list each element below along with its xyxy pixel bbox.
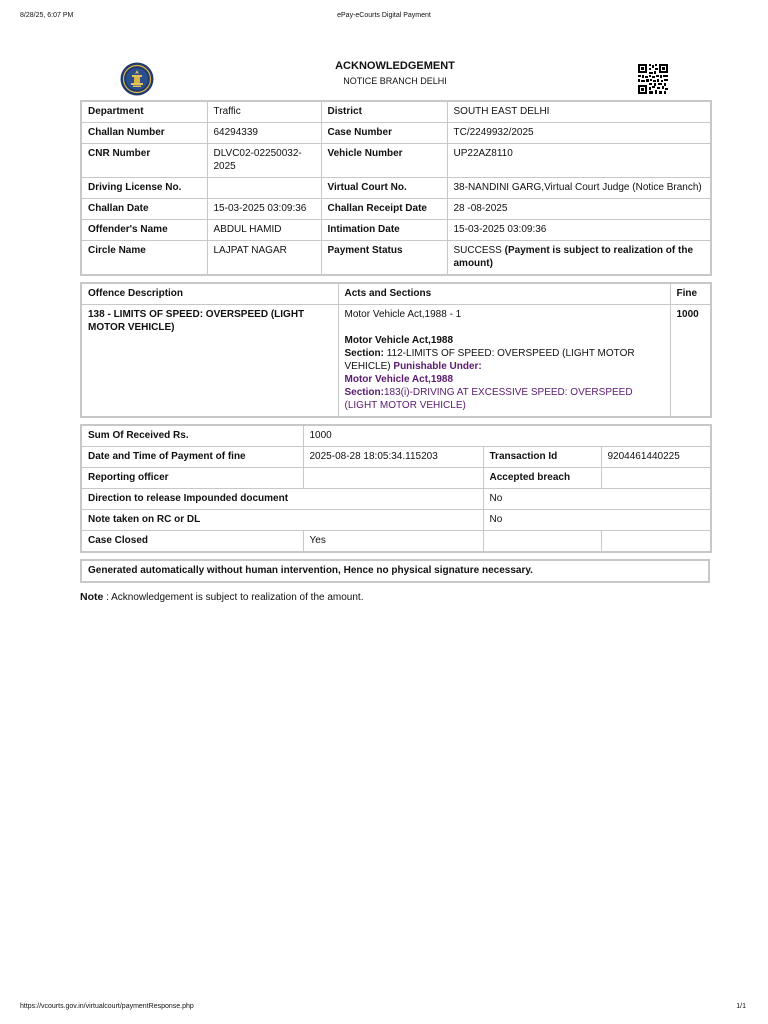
payment-status-label: Payment Status xyxy=(321,241,447,276)
challan-date-label: Challan Date xyxy=(81,199,207,220)
offence-table xyxy=(80,282,712,418)
case-number-label: Case Number xyxy=(321,123,447,144)
case-number-value: TC/2249932/2025 xyxy=(447,123,711,144)
table-header-row xyxy=(81,283,711,305)
acts-sections-header: Acts and Sections xyxy=(338,283,670,305)
acknowledgement-document xyxy=(80,56,710,603)
table-row xyxy=(81,199,711,220)
payment-datetime-label: Date and Time of Payment of fine xyxy=(81,447,303,468)
table-row xyxy=(81,220,711,241)
table-row xyxy=(81,123,711,144)
payment-table xyxy=(80,424,712,553)
table-row xyxy=(81,425,711,447)
section-text: 112-LIMITS OF SPEED: OVERSPEED (LIGHT MOTOR VEHICLE) xyxy=(344,348,635,372)
virtual-court-label: Virtual Court No. xyxy=(321,178,447,199)
district-value: SOUTH EAST DELHI xyxy=(447,101,711,123)
print-url: https://vcourts.gov.in/virtualcourt/paymentResponse.php xyxy=(20,1003,194,1010)
cnr-value: DLVC02-02250032-2025 xyxy=(207,144,321,178)
print-page-title: ePay-eCourts Digital Payment xyxy=(337,12,431,19)
act-title: Motor Vehicle Act,1988 xyxy=(344,335,454,346)
vehicle-label: Vehicle Number xyxy=(321,144,447,178)
transaction-id-value: 9204461440225 xyxy=(601,447,711,468)
table-row xyxy=(81,510,711,531)
reporting-officer-label: Reporting officer xyxy=(81,468,303,489)
payment-status-value: SUCCESS xyxy=(453,245,502,256)
table-row xyxy=(81,178,711,199)
offence-description: 138 - LIMITS OF SPEED: OVERSPEED (LIGHT MOTOR VEHICLE) xyxy=(81,305,338,418)
intimation-value: 15-03-2025 03:09:36 xyxy=(447,220,711,241)
document-subtitle: NOTICE BRANCH DELHI xyxy=(343,76,447,86)
transaction-id-label: Transaction Id xyxy=(483,447,601,468)
table-row xyxy=(81,241,711,276)
table-row xyxy=(81,531,711,553)
table-row xyxy=(81,144,711,178)
intimation-label: Intimation Date xyxy=(321,220,447,241)
challan-date-value: 15-03-2025 03:09:36 xyxy=(207,199,321,220)
receipt-date-label: Challan Receipt Date xyxy=(321,199,447,220)
department-label: Department xyxy=(81,101,207,123)
district-label: District xyxy=(321,101,447,123)
print-datetime: 8/28/25, 6:07 PM xyxy=(20,12,74,19)
payment-status-note: (Payment is subject to realization of the amount) xyxy=(453,245,694,269)
table-row xyxy=(81,560,709,582)
release-document-value: No xyxy=(483,489,711,510)
fine-value: 1000 xyxy=(670,305,711,418)
generated-notice-table xyxy=(80,559,710,583)
sum-received-label: Sum Of Received Rs. xyxy=(81,425,303,447)
challan-details-table xyxy=(80,100,712,276)
table-row xyxy=(81,101,711,123)
note-label: Note xyxy=(80,591,104,603)
virtual-court-value: 38-NANDINI GARG,Virtual Court Judge (Notice Branch) xyxy=(447,178,711,199)
document-title: ACKNOWLEDGEMENT xyxy=(335,60,455,72)
vehicle-value: UP22AZ8110 xyxy=(447,144,711,178)
section-label: Section: xyxy=(344,348,384,359)
note-text: : Acknowledgement is subject to realization of the amount. xyxy=(103,592,364,603)
department-value: Traffic xyxy=(207,101,321,123)
case-closed-value: Yes xyxy=(303,531,483,553)
act-line: Motor Vehicle Act,1988 - 1 xyxy=(344,309,462,320)
punish-section-text: 183(i)-DRIVING AT EXCESSIVE SPEED: OVERSPEED (LIGHT MOTOR VEHICLE) xyxy=(344,387,633,411)
empty-cell xyxy=(483,531,601,553)
fine-header: Fine xyxy=(670,283,711,305)
accepted-breach-value xyxy=(601,468,711,489)
driving-license-value xyxy=(207,178,321,199)
circle-label: Circle Name xyxy=(81,241,207,276)
punish-act: Motor Vehicle Act,1988 xyxy=(344,374,454,385)
case-closed-label: Case Closed xyxy=(81,531,303,553)
payment-status-cell xyxy=(447,241,711,276)
offence-description-header: Offence Description xyxy=(81,283,338,305)
driving-license-label: Driving License No. xyxy=(81,178,207,199)
circle-value: LAJPAT NAGAR xyxy=(207,241,321,276)
table-row xyxy=(81,468,711,489)
note-rc-label: Note taken on RC or DL xyxy=(81,510,483,531)
punishable-label: Punishable Under: xyxy=(393,361,482,372)
cnr-label: CNR Number xyxy=(81,144,207,178)
court-emblem-icon xyxy=(120,62,154,96)
print-page-number: 1/1 xyxy=(736,1003,746,1010)
reporting-officer-value xyxy=(303,468,483,489)
empty-cell xyxy=(601,531,711,553)
challan-number-value: 64294339 xyxy=(207,123,321,144)
receipt-date-value: 28 -08-2025 xyxy=(447,199,711,220)
challan-number-label: Challan Number xyxy=(81,123,207,144)
table-row xyxy=(81,447,711,468)
release-document-label: Direction to release Impounded document xyxy=(81,489,483,510)
qr-code-icon xyxy=(638,64,668,94)
offender-label: Offender's Name xyxy=(81,220,207,241)
punish-section-label: Section: xyxy=(344,387,384,398)
acts-sections-cell xyxy=(338,305,670,418)
generated-notice: Generated automatically without human intervention, Hence no physical signature necessary. xyxy=(81,560,709,582)
payment-datetime-value: 2025-08-28 18:05:34.115203 xyxy=(303,447,483,468)
note-rc-value: No xyxy=(483,510,711,531)
document-header xyxy=(80,56,710,100)
accepted-breach-label: Accepted breach xyxy=(483,468,601,489)
offender-value: ABDUL HAMID xyxy=(207,220,321,241)
footer-note xyxy=(80,591,710,603)
sum-received-value: 1000 xyxy=(303,425,711,447)
table-row xyxy=(81,305,711,418)
table-row xyxy=(81,489,711,510)
